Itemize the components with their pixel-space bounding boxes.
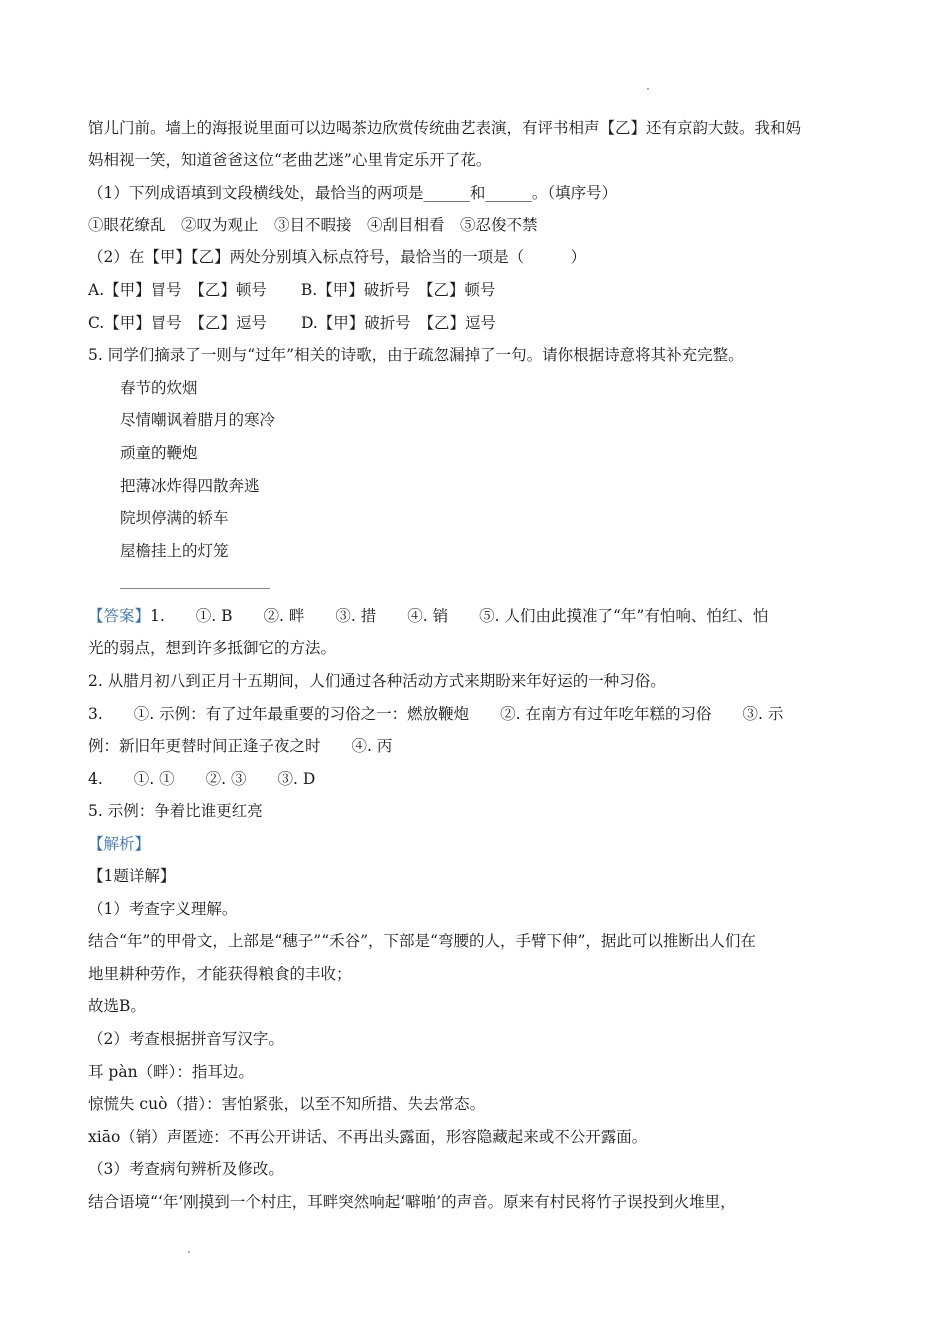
poem-line-4: 把薄冰炸得四散奔逃 [120,477,260,495]
option-d: D.【甲】破折号 【乙】逗号 [301,314,497,332]
analysis-line-7: 惊慌失 cuò（措）：害怕紧张，以至不知所措、失去常态。 [88,1095,486,1113]
analysis-line-3: 地里耕种劳作，才能获得粮食的丰收； [88,965,352,983]
option-c: C.【甲】冒号 【乙】逗号 [88,314,267,332]
poem-line-5: 院坝停满的轿车 [120,509,229,527]
analysis-line-6: 耳 pàn（畔）：指耳边。 [88,1063,254,1081]
poem-line-6: 屋檐挂上的灯笼 [120,542,229,560]
poem-blank-line [120,588,270,589]
q4-1-prompt: （1）下列成语填到文段横线处，最恰当的两项是______和______。（填序号） [88,184,618,202]
answer-line-4: 3. ①. 示例：有了过年最重要的习俗之一：燃放鞭炮 ②. 在南方有过年吃年糕的习俗 ③. 示 [88,705,784,723]
analysis-line-5: （2）考查根据拼音写汉字。 [88,1030,284,1048]
analysis-tag: 【解析】 [88,835,151,853]
passage-line-2: 妈相视一笑，知道爸爸这位“老曲艺迷”心里肯定乐开了花。 [88,151,492,169]
analysis-line-10: 结合语境“‘年’刚摸到一个村庄，耳畔突然响起‘噼啪’的声音。原来有村民将竹子误投到火堆里， [88,1193,736,1211]
analysis-line-8: xiāo（销）声匿迹：不再公开讲话、不再出头露面，形容隐藏起来或不公开露面。 [88,1128,648,1146]
scan-dot-bottom [188,1251,190,1253]
analysis-q1-heading: 【1题详解】 [88,867,176,885]
option-a: A.【甲】冒号 【乙】顿号 [88,281,267,299]
q4-2-prompt: （2）在【甲】【乙】两处分别填入标点符号，最恰当的一项是（ ） [88,248,587,266]
answer-line-5: 例：新旧年更替时间正逢子夜之时 ④. 丙 [88,737,393,755]
answer-line-7: 5. 示例：争着比谁更红亮 [88,802,263,820]
option-b: B.【甲】破折号 【乙】顿号 [300,281,496,299]
q4-2-option-row-1 [88,279,495,301]
passage-line-1: 馆儿门前。墙上的海报说里面可以边喝茶边欣赏传统曲艺表演，有评书相声【乙】还有京韵大鼓。我和妈 [88,119,802,137]
q4-2-option-row-2 [88,312,496,334]
analysis-line-9: （3）考查病句辨析及修改。 [88,1160,284,1178]
q5-prompt: 5. 同学们摘录了一则与“过年”相关的诗歌，由于疏忽漏掉了一句。请你根据诗意将其补充完整。 [88,346,744,364]
poem-line-2: 尽情嘲讽着腊月的寒冷 [120,411,276,429]
answer-line-1: 【答案】1. ①. B ②. 畔 ③. 措 ④. 销 ⑤. 人们由此摸准了“年”有怕响、怕红、怕 [88,607,769,625]
answer-line-6: 4. ①. ① ②. ③ ③. D [88,770,316,788]
analysis-line-4: 故选B。 [88,997,146,1015]
poem-line-3: 顽童的鞭炮 [120,444,198,462]
answer-tag: 【答案】 [88,607,151,625]
scan-dot-top [647,88,649,90]
analysis-line-2: 结合“年”的甲骨文，上部是“穗子”“禾谷”，下部是“弯腰的人，手臂下伸”，据此可以推断出人们在 [88,932,756,950]
answer-line-3: 2. 从腊月初八到正月十五期间，人们通过各种活动方式来期盼来年好运的一种习俗。 [88,672,666,690]
q4-1-options: ①眼花缭乱 ②叹为观止 ③目不暇接 ④刮目相看 ⑤忍俊不禁 [88,216,538,234]
analysis-line-1: （1）考查字义理解。 [88,900,238,918]
answer-line-2: 光的弱点，想到许多抵御它的方法。 [88,639,337,657]
poem-line-1: 春节的炊烟 [120,379,198,397]
